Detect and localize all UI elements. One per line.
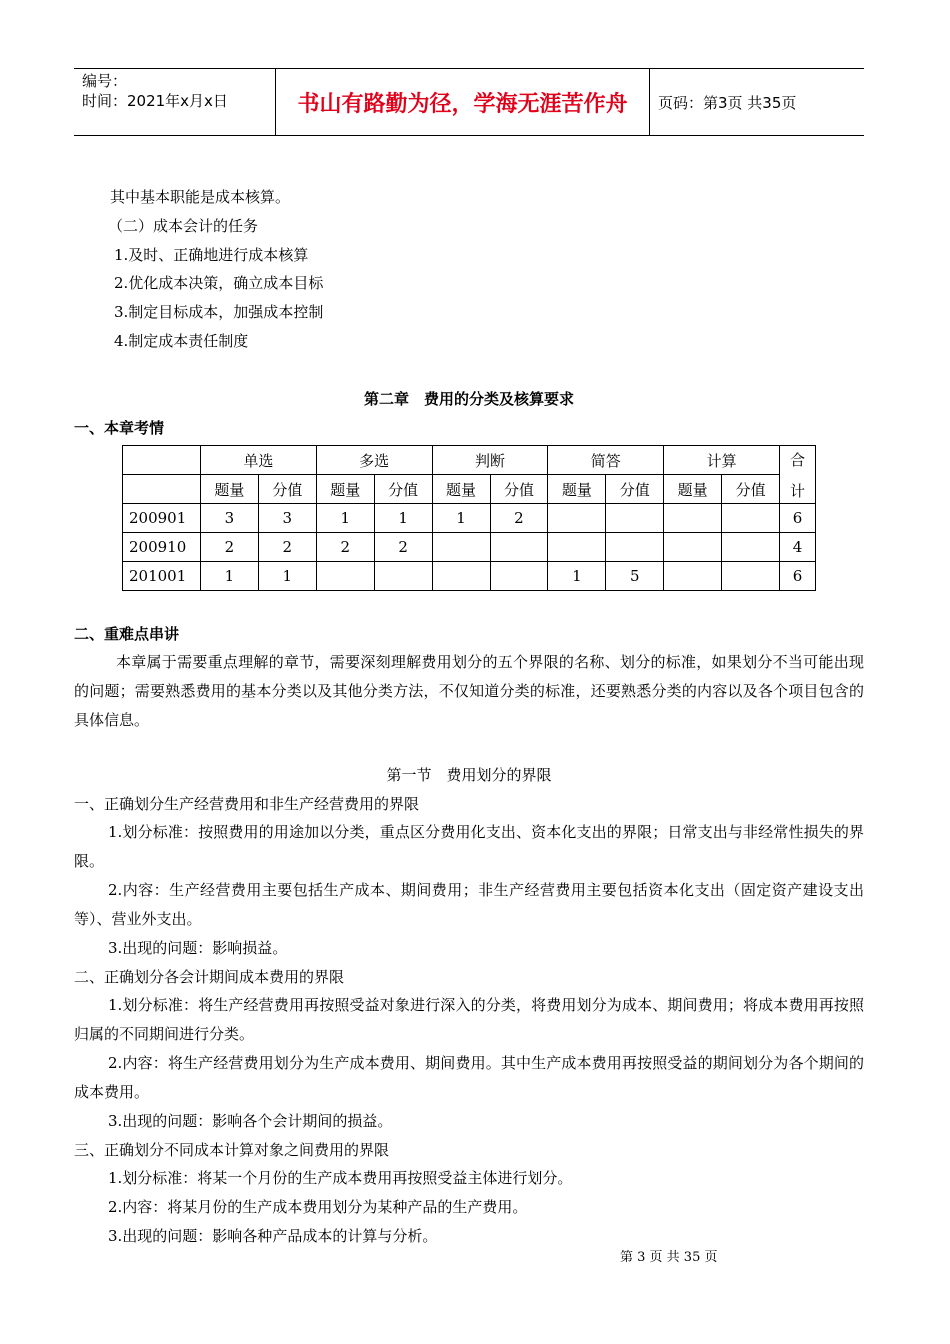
table-cell	[722, 504, 780, 533]
table-blank-cell	[123, 475, 201, 504]
table-header-row	[123, 446, 816, 475]
intro-line-5: 3.制定目标成本，加强成本控制	[114, 303, 324, 321]
table-cell: 1	[432, 504, 490, 533]
table-group-header: 计算	[664, 446, 780, 475]
table-subheader: 题量	[664, 475, 722, 504]
part-2-heading: 二、正确划分各会计期间成本费用的界限	[74, 968, 345, 986]
table-row	[123, 562, 816, 591]
table-row	[123, 533, 816, 562]
table-total-cell: 6	[780, 562, 816, 591]
table-cell	[722, 562, 780, 591]
table-group-header: 判断	[432, 446, 548, 475]
intro-line-6: 4.制定成本责任制度	[114, 332, 249, 350]
table-subheader: 分值	[490, 475, 548, 504]
table-subheader: 分值	[722, 475, 780, 504]
table-year-cell: 201001	[123, 562, 201, 591]
intro-line-4: 2.优化成本决策，确立成本目标	[114, 274, 324, 292]
table-cell	[664, 533, 722, 562]
header-date-label: 时间：2021年x月x日	[82, 92, 228, 110]
part-3-item-2: 2.内容：将某月份的生产成本费用划分为某种产品的生产费用。	[108, 1198, 528, 1216]
table-cell: 2	[258, 533, 316, 562]
table-total-label-2: 计	[790, 481, 806, 500]
table-group-header: 简答	[548, 446, 664, 475]
intro-line-1: 其中基本职能是成本核算。	[110, 188, 291, 206]
table-cell: 1	[374, 504, 432, 533]
page-header	[74, 68, 864, 136]
part-1-item-2: 2.内容：生产经营费用主要包括生产成本、期间费用；非生产经营费用主要包括资本化支出（固定资产建设支出等）、营业外支出。	[74, 881, 864, 928]
header-motto: 书山有路勤为径，学海无涯苦作舟	[276, 69, 650, 135]
table-cell	[490, 562, 548, 591]
key-points-paragraph: 本章属于需要重点理解的章节，需要深刻理解费用划分的五个界限的名称、划分的标准，如果划分不当可能出现的问题；需要熟悉费用的基本分类以及其他分类方法，不仅知道分类的标准，还要熟悉分类的内容以及各个项目包含的具体信息。	[74, 653, 864, 729]
table-cell: 1	[200, 562, 258, 591]
table-year-cell: 200910	[123, 533, 201, 562]
table-total-cell: 6	[780, 504, 816, 533]
table-cell: 3	[200, 504, 258, 533]
table-cell: 3	[258, 504, 316, 533]
table-total-label-1: 合	[790, 450, 806, 469]
table-subheader: 题量	[200, 475, 258, 504]
part-2-item-3: 3.出现的问题：影响各个会计期间的损益。	[108, 1112, 393, 1130]
table-row	[123, 504, 816, 533]
intro-line-3: 1.及时、正确地进行成本核算	[114, 246, 309, 264]
table-total-cell: 4	[780, 533, 816, 562]
table-cell	[606, 533, 664, 562]
part-1-heading: 一、正确划分生产经营费用和非生产经营费用的界限	[74, 795, 420, 813]
table-cell	[664, 504, 722, 533]
table-subheader: 分值	[606, 475, 664, 504]
table-cell: 2	[490, 504, 548, 533]
table-cell: 1	[258, 562, 316, 591]
table-cell	[722, 533, 780, 562]
table-subheader: 题量	[548, 475, 606, 504]
table-cell	[606, 504, 664, 533]
part-1-item-1: 1.划分标准：按照费用的用途加以分类，重点区分费用化支出、资本化支出的界限；日常支出与非经常性损失的界限。	[74, 823, 864, 870]
section-heading-key-points: 二、重难点串讲	[74, 625, 180, 643]
part-1-item-3: 3.出现的问题：影响损益。	[108, 939, 288, 957]
intro-line-2: （二）成本会计的任务	[108, 217, 259, 235]
table-subheader-row	[123, 475, 816, 504]
table-group-header: 多选	[316, 446, 432, 475]
table-year-cell: 200901	[123, 504, 201, 533]
table-cell: 1	[548, 562, 606, 591]
exam-stats-table	[122, 445, 816, 591]
table-total-header	[780, 446, 816, 504]
header-meta	[74, 69, 276, 135]
table-cell: 2	[200, 533, 258, 562]
table-cell	[432, 562, 490, 591]
header-number-label: 编号：	[82, 72, 128, 90]
table-cell	[432, 533, 490, 562]
table-subheader: 分值	[374, 475, 432, 504]
table-cell	[548, 504, 606, 533]
table-group-header: 单选	[200, 446, 316, 475]
part-3-item-3: 3.出现的问题：影响各种产品成本的计算与分析。	[108, 1227, 438, 1245]
table-cell: 2	[316, 533, 374, 562]
table-subheader: 题量	[316, 475, 374, 504]
table-cell	[664, 562, 722, 591]
table-cell	[490, 533, 548, 562]
table-cell: 5	[606, 562, 664, 591]
table-subheader: 分值	[258, 475, 316, 504]
chapter-title: 第二章 费用的分类及核算要求	[363, 390, 574, 408]
page-footer: 第 3 页 共 35 页	[620, 1250, 718, 1265]
table-cell: 1	[316, 504, 374, 533]
part-3-heading: 三、正确划分不同成本计算对象之间费用的界限	[74, 1141, 390, 1159]
part-2-item-2: 2.内容：将生产经营费用划分为生产成本费用、期间费用。其中生产成本费用再按照受益的期间划分为各个期间的成本费用。	[74, 1054, 864, 1101]
section-title: 第一节 费用划分的界限	[386, 766, 552, 784]
table-cell	[374, 562, 432, 591]
header-page-label: 页码：第3页 共35页	[658, 93, 797, 112]
table-cell	[316, 562, 374, 591]
table-corner-cell	[123, 446, 201, 475]
section-heading-exam: 一、本章考情	[74, 419, 165, 437]
table-cell	[548, 533, 606, 562]
table-subheader: 题量	[432, 475, 490, 504]
table-cell: 2	[374, 533, 432, 562]
part-3-item-1: 1.划分标准：将某一个月份的生产成本费用再按照受益主体进行划分。	[108, 1169, 573, 1187]
part-2-item-1: 1.划分标准：将生产经营费用再按照受益对象进行深入的分类，将费用划分为成本、期间费用；将成本费用再按照归属的不同期间进行分类。	[74, 996, 864, 1043]
